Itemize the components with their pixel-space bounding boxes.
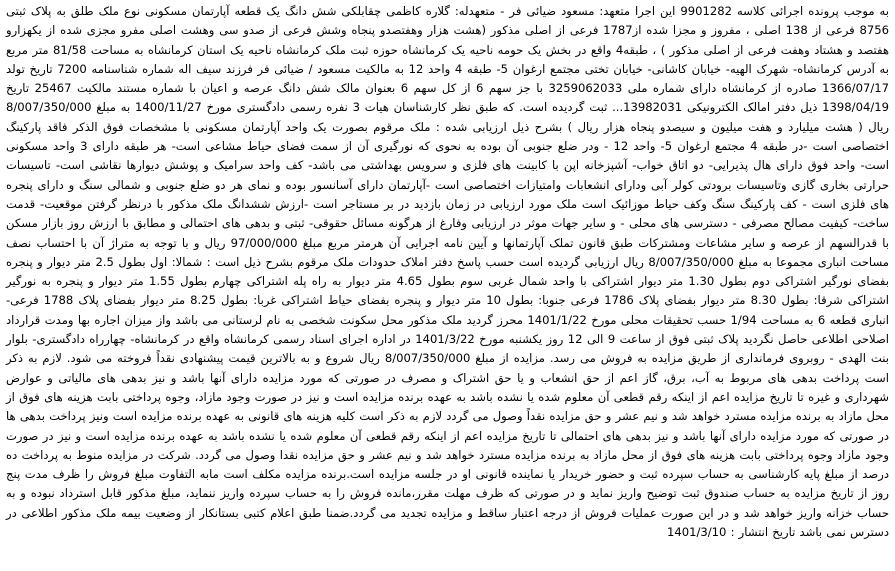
notice-text: به موجب پرونده اجرائی کلاسه 9901282 این اجرا متعهد: مسعود ضیائی فر - متعهدله: گلاره کاظمی چقابلکی شش دانگ یک قطعه آپارتمان مسکونی نوع ملک طلق به پلاک ثبتی 8756 فرعی از 138 اصلی ، مفروز و مجزا شده از1787 فرعی از اصلی مذکور (هشت هزار وهفتصدو پنجاه وشش فرعی از صدو سی وهشت اصلی مفرو مجزی شده از یکهزارو هفتصد و هشتاد وهفت فرعی از اصلی مذکور ) ، طبقه4 واقع در بخش یک حومه ناحیه یک کرمانشاه حوزه ثبت ملک کرمانشاه ناحیه یک استان کرمانشاه به مساحت 81/58 متر مربع به آدرس کرمانشاه- شهرک الهیه- خیابان کاشانی- خیابان تختی مجتمع ارغوان 5- طبقه 4 واحد 12 به مالکیت مسعود / ضیائی فر فرزند سیف اله شماره شناسنامه 7200 تاریخ تولد 1366/07/17 صادره از کرمانشاه دارای شماره ملی 3259062033 با جز سهم 6 از کل سهم 6 بعنوان مالک شش دانگ عرصه و اعیان با شماره مستند مالکیت 25467 تاریخ 1398/04/19 ذیل دفتر امالک الکترونیکی 13982031... ثبت گردیده است. که طبق نظر کارشناسان هیات 3 نفره رسمی دادگستری مورخ 1400/11/27 به مبلغ 8/007/350/000 ریال ( هشت میلیارد و هفت میلیون و سیصدو پنجاه هزار ریال ) بشرح ذیل ارزیابی شده : ملک مرقوم بصورت یک واحد آپارتمان مسکونی با مشخصات فوق الذکر فاقد پارکینگ اختصاصی است -در طبقه 4 مجتمع ارغوان 5- واحد 12 - ودر ضلع جنوبی آن بوده به نحوی که نورگیری آن از سمت فضای حیاط مشاعی است- هر طبقه دارای 3 واحد مسکونی است- واحد فوق دارای هال پذیرایی- دو اتاق خواب- آشپزخانه اپن با کابینت های فلزی و سرویس بهداشتی می باشد- کف واحد سرامیک و پوشش دیوارها نقاشی است- تاسیسات حرارتی بخاری گازی وتاسیسات برودتی کولر آبی ودارای انشعابات وامتیازات اختصاصی است -آپارتمان دارای آسانسور بوده و نمای هر دو ضلع جنوبی و شمالی سنگ و دارای پنجره های فلزی است - کف پارکینگ سنگ وکف حیاط موزائیک است ملک مورد ارزیابی در زمان بازدید در بر مستاجر است -ارزش ششدانگ ملک مذکور با درنظر گرفتن موقعیت- قدمت ساخت- کیفیت مصالح مصرفی - دسترسی های محلی - و سایر جهات موثر در ارزیابی وفارغ از هرگونه مسائل حقوقی- ثبتی و بدهی های احتمالی و مطابق با ارزش روز بازار مسکن با قدرالسهم از عرصه و سایر مشاعات ومشترکات طبق قانون تملک آپارتمانها و آیین نامه اجرایی آن هرمتر مربع مبلغ 97/000/000 ریال و با توجه به متراژ آن با احتساب نصف مساحت انباری مجموعا به مبلغ 8/007/350/000 ریال ارزیابی گردیده است حسب پاسخ دفتر املاک حدودات ملک مرقوم بشرح ذیل است : شمالا: اول بطول 2.5 متر دیوار و پنجره بفضای نورگیر اشتراکی دوم بطول 1.30 متر دیوار اشتراکی با واحد شمال غربی سوم بطول 4.65 متر دیوار به راه پله اشتراکی چهارم بطول 1.55 متر دیوار و پنجره به نورگیر اشتراکی شرقا: بطول 8.30 متر دیوار بفضای پلاک 1786 فرعی جنوبا: بطول 10 متر دیوار و پنجره بفضای حیاط اشتراکی غربا: بطول 8.25 متر دیوار بفضای پلاک 1788 فرعی- انباری قطعه 6 به مساحت 1/94 حسب تحقیقات محلی مورخ 1401/1/22 محرز گردید ملک مذکور محل سکونت شخصی به نام لرستانی می باشد واز میزان اجاره بها ومدت قرارداد اصلاحی اطلاعی حاصل نگردید پلاک ثبتی فوق از ساعت 9 الی 12 روز یکشنبه مورخ 1401/3/22 در اداره اجرای اسناد رسمی کرمانشاه واقع در کرمانشاه- چهارراه دادگستری- بلوار بنت الهدی - روبروی فرمانداری از طریق مزایده به فروش می رسد. مزایده از مبلغ 8/007/350/000 ریال شروع و به بالاترین قیمت پیشنهادی نقداً فروخته می شود. لازم به ذکر است پرداخت بدهی های مربوط به آب، برق، گاز اعم از حق انشعاب و یا حق اشتراک و مصرف در صورتی که مورد مزایده دارای آنها باشد و نیز بدهی های مالیاتی و عوارض شهرداری و غیره تا تاریخ مزایده اعم از اینکه رقم قطعی آن معلوم شده یا نشده باشد به عهده برنده مزایده است و نیز در صورت وجود مازاد، وجوه پرداختی بابت هزینه های فوق از محل مازاد به برنده مزایده مسترد خواهد شد و نیم عشر و حق مزایده نقداً وصول می گردد لازم به ذکر است کلیه هزینه های قانونی به عهده برنده مزایده است ونیز پرداخت بدهی ها در صورتی که مورد مزایده دارای آنها باشد و نیز بدهی های احتمالی تا تاریخ مزایده اعم از اینکه رقم قطعی آن معلوم شده یا نشده باشد به عهده برنده مزایده است و نیز در صورت وجود مازاد وجوه پرداختی بابت هزینه های فوق از محل مازاد به برنده مزایده مسترد خواهد شد و نیم عشر و حق مزایده نقدا وصول می گردد. شرکت در مزایده منوط به پرداخت ده درصد از مبلغ پایه کارشناسی به حساب سپرده ثبت و حضور خریدار یا نماینده قانونی او در جلسه مزایده است.برنده مزایده مکلف است مابه التفاوت مبلغ فروش را ظرف مدت پنج روز از تاریخ مزایده به حساب صندوق ثبت توضیح واریز نماید و در صورتی که ظرف مهلت مقرر،مانده فروش را به حساب سپرده واریز ننماید، مبلغ مذکور قابل استرداد نبوده و به حساب خزانه واریز خواهد شد و در این صورت عملیات فروش از درجه اعتبار ساقط و مزایده تجدید می گردد.ضمنا طبق اعلام کتبی بستانکار از وضعیت بیمه ملک مذکور اطلاعی در دسترس نمی باشد (6, 4, 890, 540)
publish-date: 1401/3/10 (666, 525, 727, 540)
auction-notice-body (6, 2, 889, 542)
publish-date-label: تاریخ انتشار : (730, 525, 796, 540)
